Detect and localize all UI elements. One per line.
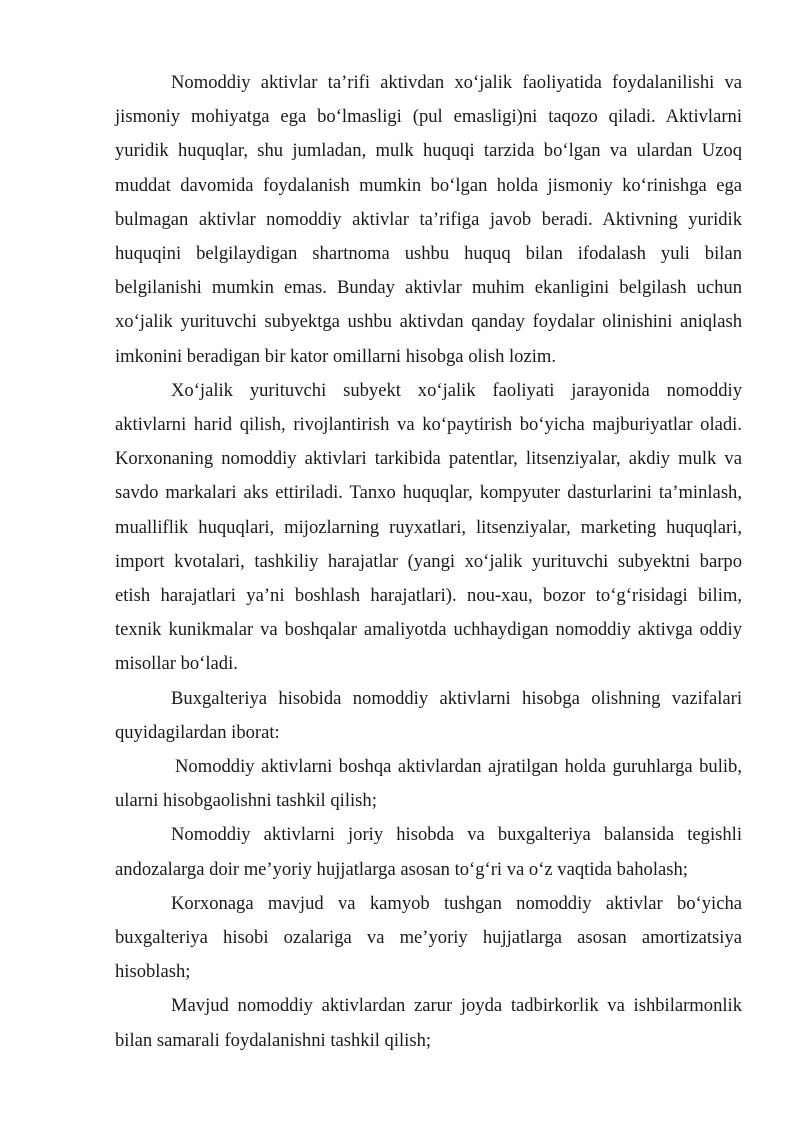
paragraph-task-amortization: Korxonaga mavjud va kamyob tushgan nomoddiy aktivlar bo‘yicha buxgalteriya hisobi ozalariga va me’yoriy hujjatlarga asosan amortizatsiya hisoblash; bbox=[115, 892, 742, 983]
paragraph-task-grouping: Nomoddiy aktivlarni boshqa aktivlardan ajratilgan holda guruhlarga bulib, ularni hisobgaolishni tashkil qilish; bbox=[115, 756, 742, 812]
paragraph-task-valuation: Nomoddiy aktivlarni joriy hisobda va buxgalteriya balansida tegishli andozalarga doir me’yoriy hujjatlarga asosan to‘g‘ri va o‘z vaqtida baholash; bbox=[115, 824, 742, 880]
paragraph-definition: Nomoddiy aktivlar ta’rifi aktivdan xo‘jalik faoliyatida foydalanilishi va jismoniy mohiyatga ega bo‘lmasligi (pul emasligi)ni taqozo qiladi. Aktivlarni yuridik huquqlar, shu jumladan, mulk huquqi tarzida bo‘lgan va ulardan Uzoq muddat davomida foydalanish mumkin bo‘lgan holda jismoniy ko‘rinishga ega bulmagan aktivlar nomoddiy aktivlar ta’rifiga javob beradi. Aktivning yuridik huquqini belgilaydigan shartnoma ushbu huquq bilan ifodalash yuli bilan belgilanishi mumkin emas. Bunday aktivlar muhim ekanligini belgilash uchun xo‘jalik yurituvchi subyektga ushbu aktivdan qanday foydalar olinishini aniqlash imkonini beradigan bir kator omillarni hisobga olish lozim. bbox=[115, 72, 742, 367]
paragraph-tasks-intro: Buxgalteriya hisobida nomoddiy aktivlarni hisobga olishning vazifalari quyidagilardan iborat: bbox=[115, 687, 742, 743]
document-page bbox=[115, 66, 742, 1058]
paragraph-task-usage: Mavjud nomoddiy aktivlardan zarur joyda tadbirkorlik va ishbilarmonlik bilan samarali foydalanishni tashkil qilish; bbox=[115, 995, 742, 1051]
paragraph-obligations: Xo‘jalik yurituvchi subyekt xo‘jalik faoliyati jarayonida nomoddiy aktivlarni harid qilish, rivojlantirish va ko‘paytirish bo‘yicha majburiyatlar oladi. Korxonaning nomoddiy aktivlari tarkibida patentlar, litsenziyalar, akdiy mulk va savdo markalari aks ettiriladi. Tanxo huquqlar, kompyuter dasturlarini ta’minlash, mualliflik huquqlari, mijozlarning ruyxatlari, litsenziyalar, marketing huquqlari, import kvotalari, tashkiliy harajatlar (yangi xo‘jalik yurituvchi subyektni barpo etish harajatlari ya’ni boshlash harajatlari). nou-xau, bozor to‘g‘risidagi bilim, texnik kunikmalar va boshqalar amaliyotda uchhaydigan nomoddiy aktivga oddiy misollar bo‘ladi. bbox=[115, 379, 742, 675]
